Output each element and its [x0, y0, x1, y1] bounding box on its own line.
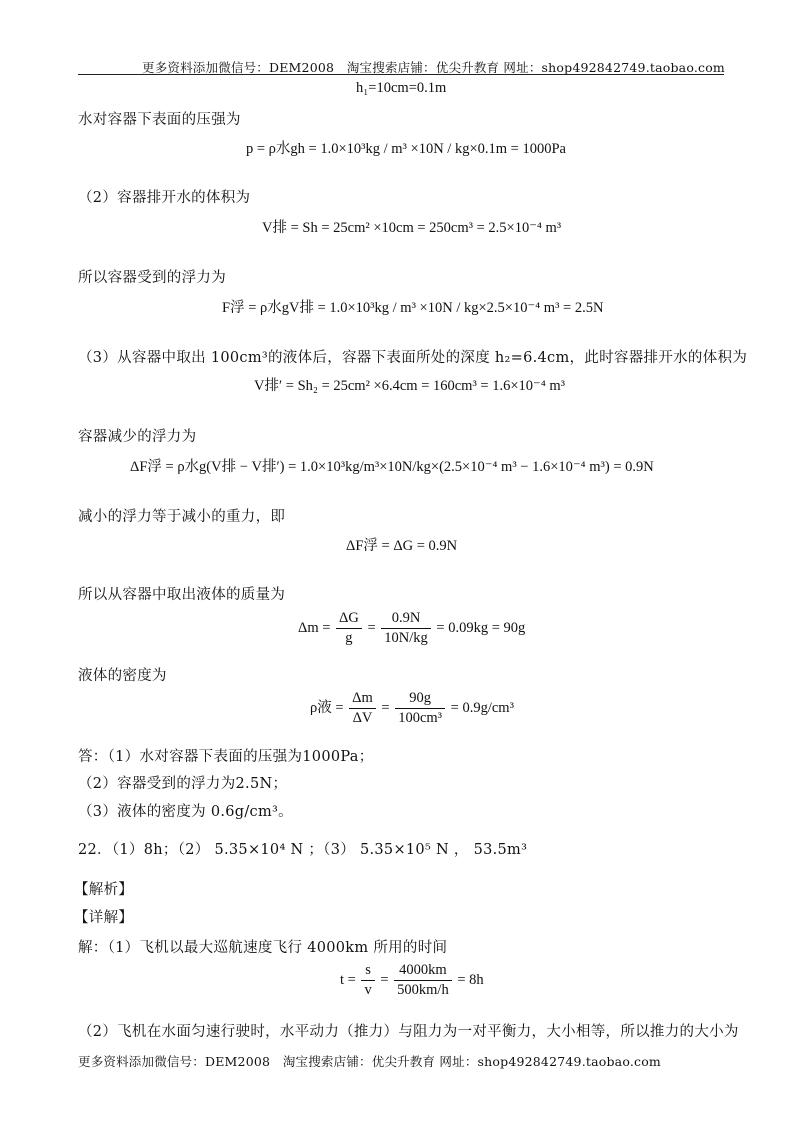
equation-volume2: V排′ = Sh₂ = 25cm² ×6.4cm = 160cm³ = 1.6×10⁻⁴ m³	[254, 378, 565, 394]
analysis-heading: 【解析】	[74, 882, 134, 898]
solution-2: （2）飞机在水面匀速行驶时，水平动力（推力）与阻力为一对平衡力，大小相等，所以推力的大小为	[78, 1024, 739, 1040]
fraction-denominator: v	[364, 982, 372, 998]
fraction-numerator: 4000km	[394, 962, 452, 981]
h1-line: h₁=10cm=0.1m	[356, 80, 447, 96]
fraction-denominator: 500km/h	[397, 982, 449, 998]
page-header: 更多资料添加微信号：DEM2008 淘宝搜索店铺：优尖升教育 网址：shop492842749.taobao.com	[142, 60, 725, 75]
eq-t-right: = 8h	[457, 971, 484, 988]
mass-label: 所以从容器中取出液体的质量为	[78, 587, 286, 603]
eq-rho-left: ρ液 =	[310, 699, 344, 716]
buoyancy-label: 所以容器受到的浮力为	[78, 270, 226, 286]
equation-volume: V排 = Sh = 25cm² ×10cm = 250cm³ = 2.5×10⁻⁴ m³	[262, 220, 562, 236]
fraction-numerator: Δm	[349, 690, 376, 709]
q3-text: （3）从容器中取出 100cm³的液体后，容器下表面所处的深度 h₂=6.4cm，此时容器排开水的体积为	[78, 350, 748, 366]
fraction-denominator: 10N/kg	[384, 630, 428, 646]
equal-label: 减小的浮力等于减小的重力，即	[78, 509, 286, 525]
fraction-4000km-500kmh	[394, 962, 452, 999]
equation-density	[310, 690, 514, 727]
eq-t-left: t =	[340, 971, 356, 988]
fraction-numerator: 0.9N	[381, 610, 431, 629]
water-pressure-label: 水对容器下表面的压强为	[78, 112, 241, 128]
eq-t-mid: =	[380, 971, 389, 988]
question-22-answers: 22．（1）8h；（2） 5.35×10⁴ N ；（3） 5.35×10⁵ N ， 53.5m³	[78, 842, 528, 858]
eq-rho-right: = 0.9g/cm³	[450, 699, 514, 716]
fraction-dm-dv	[349, 690, 376, 727]
fraction-numerator: ΔG	[336, 610, 362, 629]
fraction-dg-g	[336, 610, 362, 647]
fraction-denominator: ΔV	[352, 710, 373, 726]
fraction-numerator: s	[361, 962, 374, 981]
equation-delta-f: ΔF浮 = ρ水g(V排 − V排′) = 1.0×10³kg/m³×10N/kg×(2.5×10⁻⁴ m³ − 1.6×10⁻⁴ m³) = 0.9N	[130, 459, 654, 475]
fraction-90g-100cm3	[395, 690, 445, 727]
decrease-label: 容器减少的浮力为	[78, 429, 197, 445]
eq-mass-right: = 0.09kg = 90g	[436, 619, 526, 636]
equation-pressure: p = ρ水gh = 1.0×10³kg / m³ ×10N / kg×0.1m = 1000Pa	[246, 141, 566, 157]
fraction-denominator: 100cm³	[398, 710, 443, 726]
fraction-09n-10nkg	[381, 610, 431, 647]
fraction-numerator: 90g	[395, 690, 445, 709]
density-label: 液体的密度为	[78, 668, 167, 684]
equation-mass	[298, 610, 525, 647]
page-footer: 更多资料添加微信号：DEM2008 淘宝搜索店铺：优尖升教育 网址：shop492842749.taobao.com	[78, 1054, 661, 1069]
eq-mass-left: Δm =	[298, 619, 331, 636]
equation-delta-g: ΔF浮 = ΔG = 0.9N	[346, 538, 458, 554]
eq-mass-mid: =	[367, 619, 376, 636]
answer-1: 答：（1）水对容器下表面的压强为1000Pa；	[78, 749, 374, 765]
answer-3: （3）液体的密度为 0.6g/cm³。	[78, 804, 293, 820]
eq-rho-mid: =	[381, 699, 390, 716]
equation-buoyancy: F浮 = ρ水gV排 = 1.0×10³kg / m³ ×10N / kg×2.5×10⁻⁴ m³ = 2.5N	[222, 300, 604, 316]
equation-time	[340, 962, 484, 999]
fraction-denominator: g	[345, 630, 353, 646]
detail-heading: 【详解】	[74, 910, 134, 926]
header-rule	[78, 74, 724, 75]
answer-2: （2）容器受到的浮力为2.5N；	[78, 776, 288, 792]
fraction-s-v	[361, 962, 374, 999]
solution-1: 解：（1）飞机以最大巡航速度飞行 4000km 所用的时间	[78, 940, 448, 956]
q2-volume-label: （2）容器排开水的体积为	[78, 190, 251, 206]
